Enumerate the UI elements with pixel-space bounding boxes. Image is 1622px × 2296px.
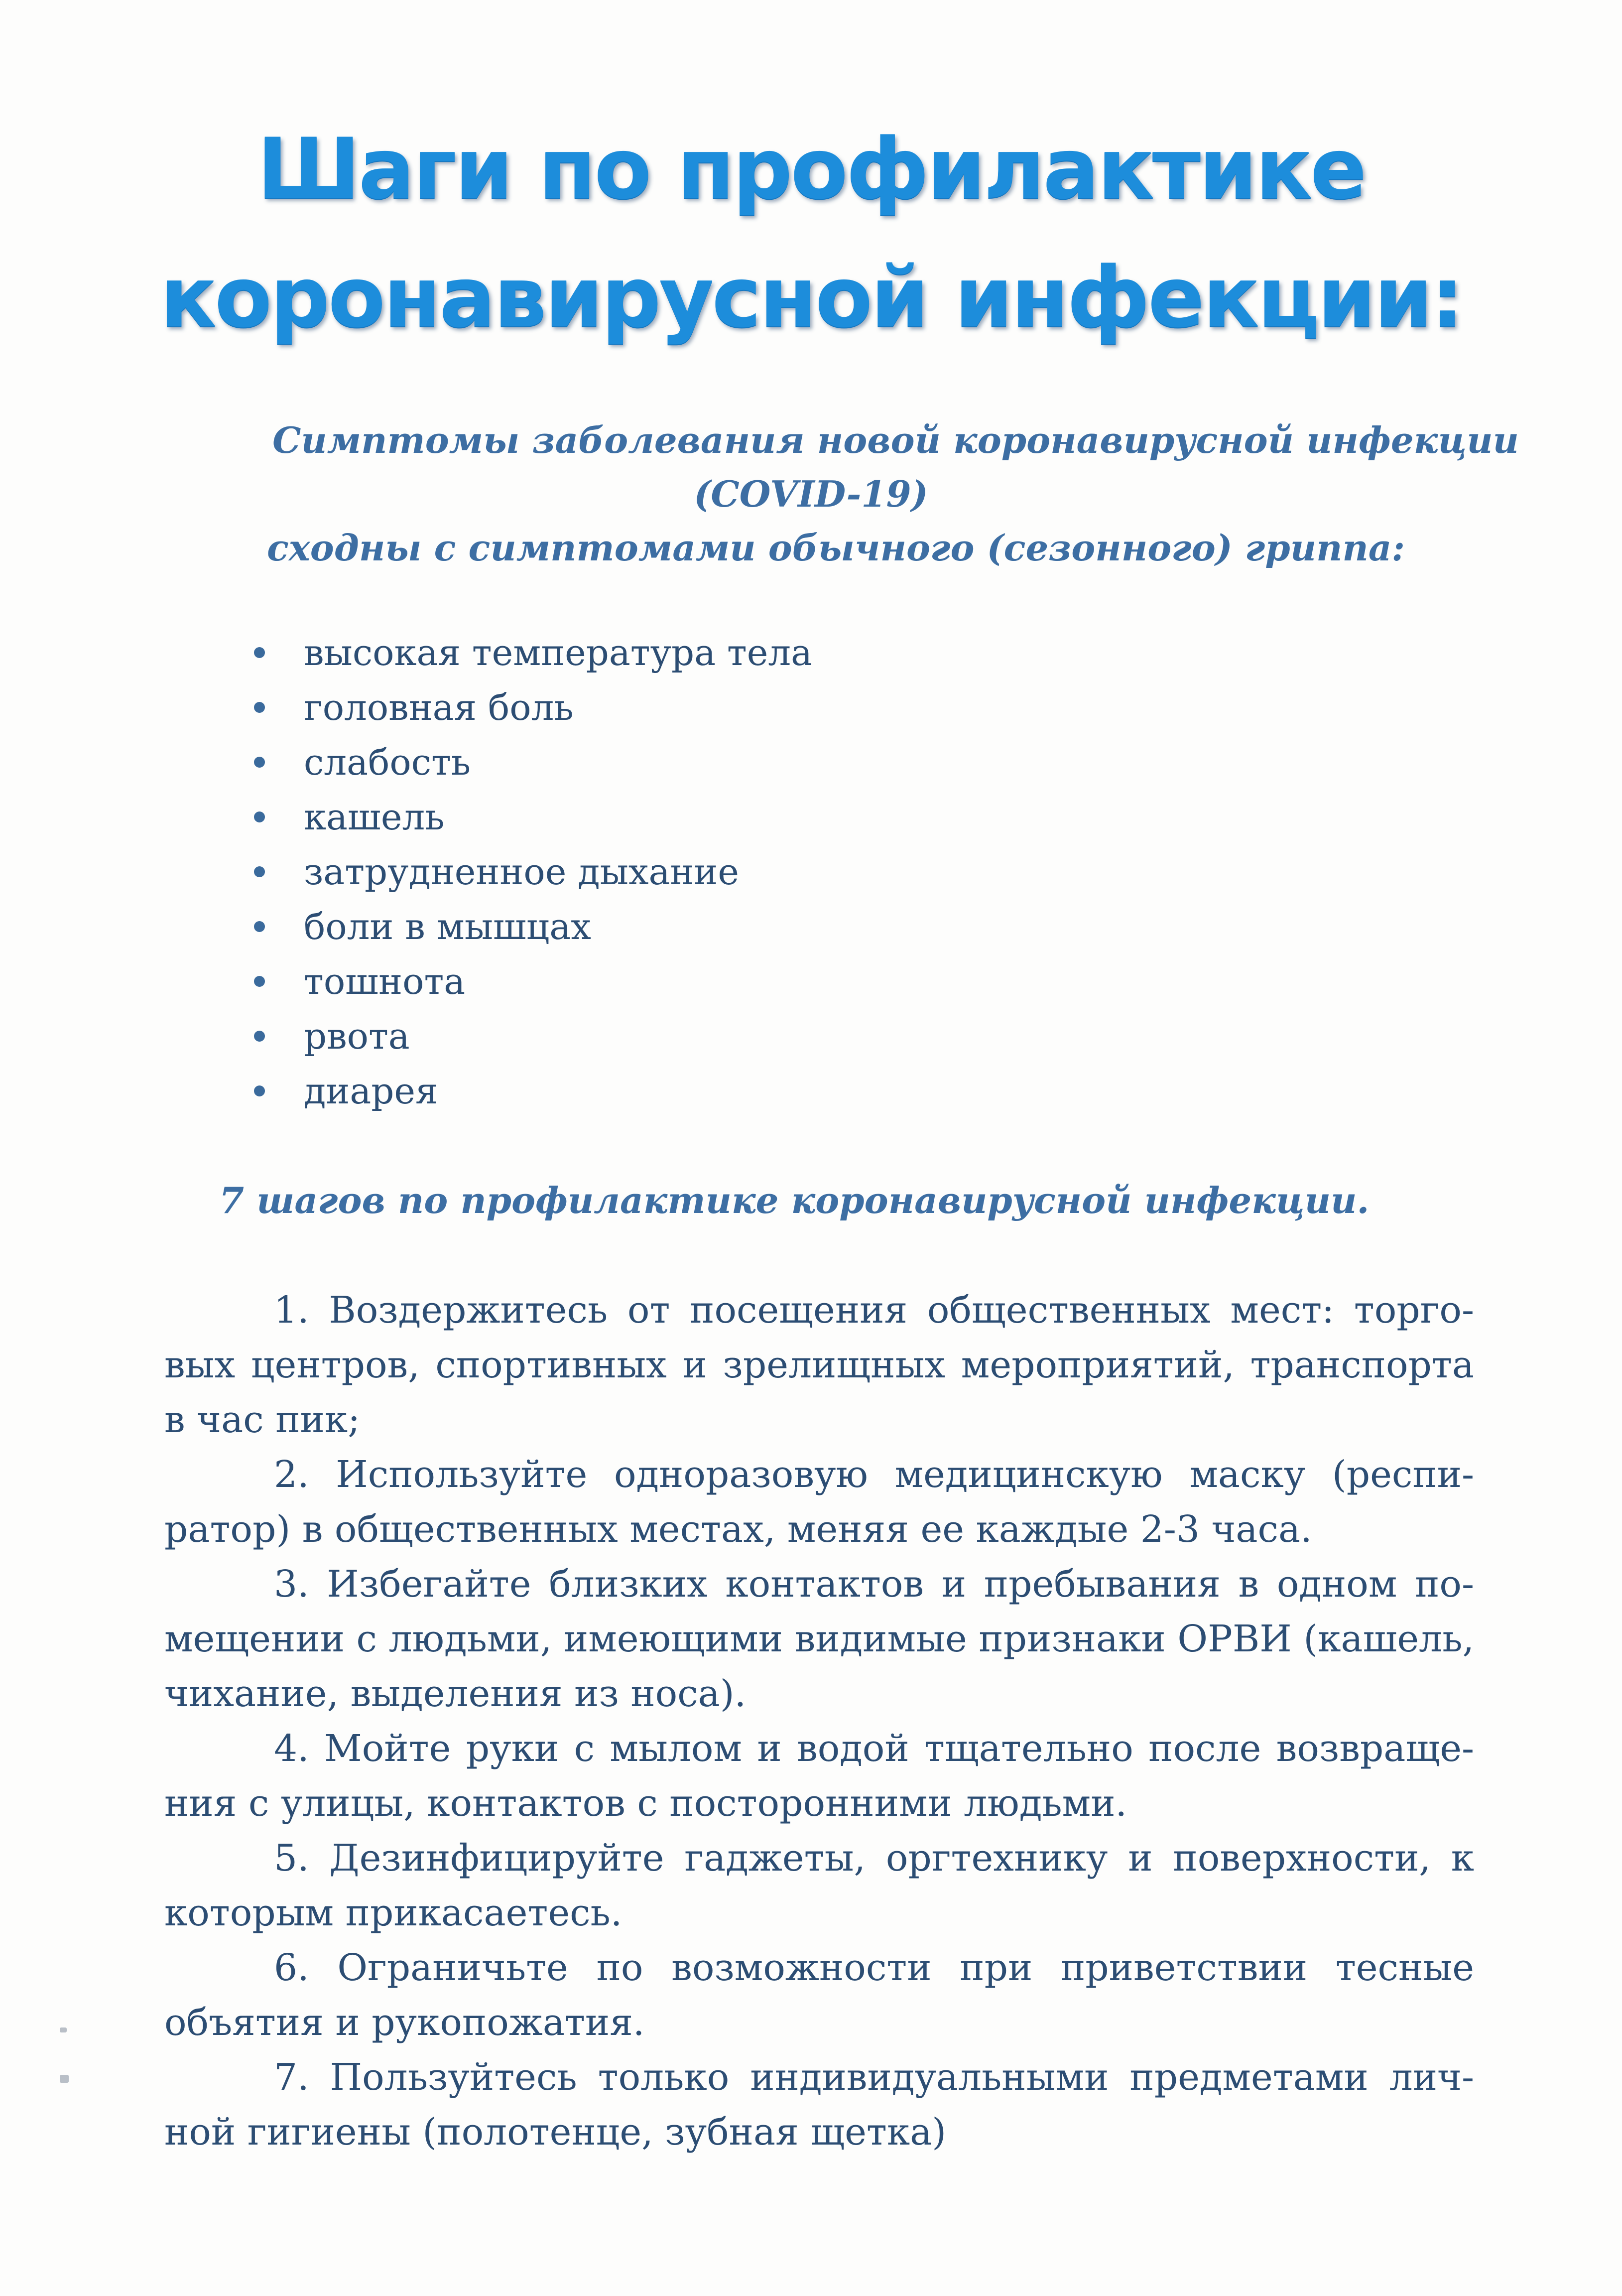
step-paragraph: 7. Пользуйтесь только индивидуальными предметами личной гигиены (полотенце, зубная щетка) <box>164 2056 1474 2154</box>
symptom-text: тошнота <box>304 960 466 1002</box>
title-line-2: коронавирусной инфекции: <box>159 249 1463 346</box>
list-item <box>254 899 812 954</box>
bullet-icon <box>254 811 265 822</box>
title-line-1: Шаги по профилактике <box>257 120 1365 218</box>
symptom-text: рвота <box>304 1015 410 1057</box>
symptoms-intro-line-3: сходны с симптомами обычного (сезонного) гриппа: <box>266 527 1405 569</box>
step-paragraph: 5. Дезинфицируйте гаджеты, оргтехнику и поверхности, к которым прикасаетесь. <box>164 1837 1474 1934</box>
step-paragraph: 6. Ограничьте по возможности при приветствии тесные объятия и рукопожатия. <box>164 1946 1474 2044</box>
symptom-text: слабость <box>304 741 471 783</box>
list-item <box>254 954 812 1009</box>
list-item <box>254 844 812 899</box>
steps-list <box>164 1283 1474 2160</box>
symptoms-intro <box>0 413 1622 575</box>
bullet-icon <box>254 702 265 713</box>
symptom-text: головная боль <box>304 686 574 728</box>
step-paragraph: 4. Мойте руки с мылом и водой тщательно после возвращения с улицы, контактов с посторонними людьми. <box>164 1727 1474 1825</box>
bullet-icon <box>254 1031 265 1042</box>
bullet-icon <box>254 647 265 658</box>
symptom-text: высокая температура тела <box>304 632 813 674</box>
list-item <box>254 790 812 844</box>
bullet-icon <box>254 757 265 768</box>
step-paragraph: 3. Избегайте близких контактов и пребывания в одном помещении с людьми, имеющими видимые признаки ОРВИ (кашель, чихание, выделения из носа). <box>164 1563 1474 1715</box>
bullet-icon <box>254 866 265 877</box>
symptom-text: боли в мышцах <box>304 906 591 947</box>
step-paragraph: 2. Используйте одноразовую медицинскую маску (респиратор) в общественных местах, меняя ее каждые 2-3 часа. <box>164 1453 1474 1551</box>
symptom-text: затрудненное дыхание <box>304 851 739 893</box>
page-title <box>0 105 1622 362</box>
list-item <box>254 680 812 735</box>
list-item <box>254 1064 812 1118</box>
symptoms-intro-line-1: Симптомы заболевания новой коронавирусной инфекции <box>272 419 1519 461</box>
bullet-icon <box>254 976 265 987</box>
step-paragraph: 1. Воздержитесь от посещения общественных мест: торговых центров, спортивных и зрелищных мероприятий, транспорта в час пик; <box>164 1289 1474 1441</box>
bullet-icon <box>254 1085 265 1096</box>
symptom-text: кашель <box>304 796 445 838</box>
list-item <box>254 735 812 790</box>
list-item <box>254 625 812 680</box>
symptoms-intro-line-2: (COVID-19) <box>694 473 928 515</box>
symptom-text: диарея <box>304 1070 438 1112</box>
steps-heading: 7 шагов по профилактике коронавирусной инфекции. <box>219 1179 1370 1221</box>
scan-artifact <box>60 2075 69 2083</box>
symptoms-list <box>254 625 812 1118</box>
bullet-icon <box>254 921 265 932</box>
scan-artifact <box>60 2027 67 2032</box>
list-item <box>254 1009 812 1064</box>
